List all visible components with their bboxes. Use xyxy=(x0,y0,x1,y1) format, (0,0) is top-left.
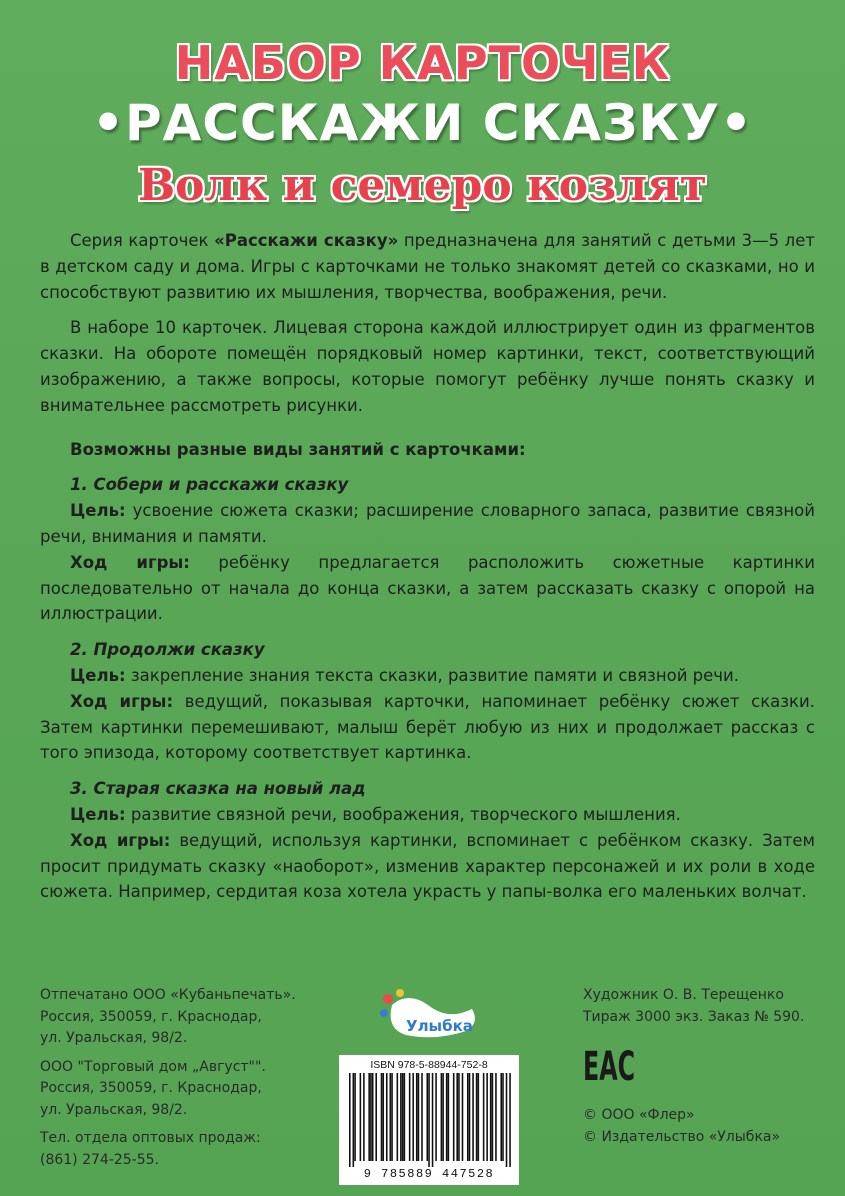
sales-contact: Тел. отдела оптовых продаж: (861) 274-25-55. xyxy=(40,1130,261,1168)
activity-3 xyxy=(40,776,815,905)
intro-paragraph-2: В наборе 10 карточек. Лицевая сторона каждой иллюстрирует один из фрагментов сказки. На обороте помещён порядковый номер картинки, текст, соответствующий изображению, а также вопросы, которые помогут ребёнку лучше понять сказку и внимательнее рассмотреть рисунки. xyxy=(40,318,815,415)
ulybka-logo-icon xyxy=(372,985,482,1045)
barcode xyxy=(339,1055,519,1185)
activity-play: Ход игры: ведущий, показывая карточки, напоминает ребёнку сюжет сказки. Затем картинки перемешивают, малыш берёт любую из них и продолжает рассказ с того эпизода, которому соответствует картинка. xyxy=(40,691,815,763)
activity-play: Ход игры: ведущий, используя картинки, вспоминает с ребёнком сказку. Затем просит придумать сказку «наоборот», изменив характер персонажей и их роли в ходе сюжета. Например, сердитая коза хотела украсть у папы-волка его маленьких волчат. xyxy=(40,830,815,902)
svg-text:ЕАС: ЕАС xyxy=(583,1044,635,1090)
barcode-bars-icon xyxy=(349,1073,511,1167)
activity-title: 2. Продолжи сказку xyxy=(70,640,265,660)
eac-mark-icon xyxy=(583,1040,635,1088)
activity-title: 1. Собери и расскажи сказку xyxy=(70,475,349,495)
activity-goal: Цель: усвоение сюжета сказки; расширение словарного запаса, развитие связной речи, внимания и памяти. xyxy=(40,501,815,546)
printer-info: Отпечатано ООО «Кубаньпечать». Россия, 350059, г. Краснодар, ул. Уральская, 98/2. xyxy=(40,987,296,1046)
series-label: НАБОР КАРТОЧЕК xyxy=(174,36,671,90)
book-title: Волк и семеро козлят xyxy=(137,160,708,211)
activity-2 xyxy=(40,637,815,766)
publisher-info xyxy=(40,985,340,1171)
isbn-label: ISBN 978-5-88944-752-8 xyxy=(370,1059,488,1071)
activity-title: 3. Старая сказка на новый лад xyxy=(70,779,366,799)
intro-paragraph-1: Серия карточек «Расскажи сказку» предназначена для занятий с детьми 3—5 лет в детском саду и дома. Игры с карточками не только знакомят детей со сказками, но и способствуют развитию их мышления, творчества, воображения, речи. xyxy=(40,231,815,302)
activity-1 xyxy=(40,472,815,627)
activity-goal: Цель: развитие связной речи, воображения, творческого мышления. xyxy=(70,804,681,824)
credits: Художник О. В. Терещенко Тираж 3000 экз. Заказ № 590. xyxy=(583,987,805,1025)
distributor-info: ООО "Торговый дом „Август"". Россия, 350059, г. Краснодар, ул. Уральская, 98/2. xyxy=(40,1058,266,1118)
series-title: •РАССКАЖИ СКАЗКУ• xyxy=(92,94,753,152)
copyright: © ООО «Флер» © Издательство «Улыбка» xyxy=(583,1107,781,1145)
activities-heading: Возможны разные виды занятий с карточками: xyxy=(70,439,526,459)
description-text xyxy=(40,228,815,905)
activity-play: Ход игры: ребёнку предлагается расположить сюжетные картинки последовательно от начала до конца сказки, а затем рассказать сказку с опорой на иллюстрации. xyxy=(40,552,815,624)
svg-text:Улыбка: Улыбка xyxy=(406,1017,473,1035)
barcode-digits: 9 785889 447528 xyxy=(363,1167,495,1181)
activity-goal: Цель: закрепление знания текста сказки, развитие памяти и связной речи. xyxy=(70,665,740,685)
